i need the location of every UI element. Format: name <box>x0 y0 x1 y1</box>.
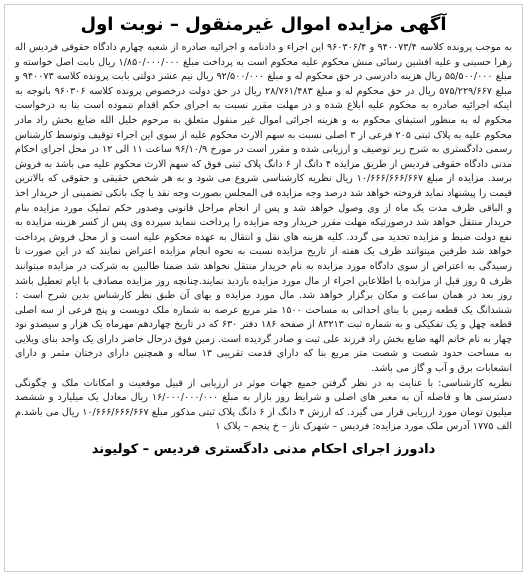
notice-signature: دادورز اجرای احکام مدنی دادگستری فردیس – کولیوند <box>91 442 436 458</box>
notice-body <box>15 41 512 435</box>
auction-notice <box>4 4 523 572</box>
notice-paragraph-appraisal: نظریه کارشناسی: با عنایت به در نظر گرفتن جمیع جهات موثر در ارزیابی از قبیل موقعیت و امکانات ملک و چگونگی دسترسی ها و فاصله آن به معبر های اصلی و شرایط روز بازار به مبلغ ۱۶/۰۰۰/۰۰۰/۰۰۰ ریال معادل یک میلیارد و ششصد میلیون تومان مورد ارزیابی قرار می گیرد. که ارزش ۴ دانگ از ۶ دانگ پلاک ثبتی مذکور مبلغ ۱۰/۶۶۶/۶۶۶/۶۶۷ ریال می باشد.م الف ۱۷۷۵ آدرس ملک مورد مزایده: فردیس – شهرک ناز – خ پنجم – پلاک ۱ <box>15 377 513 433</box>
notice-paragraph-main: به موجب پرونده کلاسه ۹۴۰۰۷۳/۴ و ۹۶۰۳۰۶/۴ این اجراء و دادنامه و اجرائیه صادره از شعبه چهارم دادگاه حقوقی فردیس اله زهرا حسینی و علیه افشین رسائی منش محکوم علیه محکوم است به پرداخت مبلغ ۱/۸۵۰/۰۰۰/۰۰۰ ریال بابت اصل خواسته و مبلغ ۵۵/۵۰۰/۰۰۰ ریال هزینه دادرسی در حق محکوم له و مبلغ ۹۲/۵۰۰/۰۰۰ ریال نیم عشر دولتی بابت پرونده کلاسه ۹۴۰۰۷۳ و مبلغ ۵۷۵/۲۲۹/۶۶۷ ریال در حق محکوم له و مبلغ ۲۸/۷۶۱/۴۸۳ ریال در حق دولت درخصوص پرونده کلاسه ۹۶۰۳۰۶ باتوجه به اینکه اجرائیه صادره به محکوم علیه ابلاغ شده و در مهلت مقرر نسبت به اجرای حکم اقدام ننموده است بنا به درخواست محکوم له به منظور استیفای محکوم به و هزینه اجرائی اموال غیر منقول متعلق به مرحوم خلیل الله ضایع بخش راد مادر محکوم علیه به پلاک ثبتی ۲۰۵ فرعی از ۳ اصلی نسبت به سهم الارث محکوم علیه از سوی این اجراء توقیف وتوسط کارشناس رسمی دادگستری به شرح زیر توصیف و ارزیابی شده و مقرر است در مورخ ۹۶/۱۰/۹ ساعت ۱۱ الی ۱۲ در محل اجرای احکام مدنی دادگاه حقوقی فردیس از طریق مزایده ۴ دانگ از ۶ دانگ پلاک ثبتی فوق که سهم الارث محکوم علیه می باشد به فروش برسد. مزایده از مبلغ ۱۰/۶۶۶/۶۶۶/۶۶۷ ریال نظریه کارشناسی شروع می شود و به هر شخص حقیقی و حقوقی که بالاترین قیمت را پیشنهاد نماید فروخته خواهد شد درصد وجه مزایده فی المجلس بصورت وجه نقد یا چک بانکی تضمینی از خریدار اخذ و الباقی ظرف مدت یک ماه از وی وصول خواهد شد و پس از انجام مراحل قانونی وصدور حکم تملیک مورد مزایده بنام خریدار منتقل خواهد شد درصورتیکه مهلت مقرر خریدار وجه مزایده را پرداخت ننماید سپرده وی پس از کسر هزینه مزایده به نفع دولت ضبط و مزایده تجدید می گردد. کلیه هزینه های نقل و انتقال به عهده محکوم علیه است و از محل فروش پرداخت خواهد شد طرفین میتوانند ظرف یک هفته از تاریخ مزایده نسبت به نحوه انجام مزایده اعتراض نمایند که در این صورت تا رسیدگی به اعتراض از سوی دادگاه مورد مزایده به نام خریدار منتقل نخواهد شد ضمنا طالبین به شرکت در مزایده میتوانند ظرف ۵ روز قبل از مزایده با اطلاعاین اجراء از مال مورد مزایده بازدید نمایند.چنانچه روز مزایده مصادف با ایام تعطیل باشد روز بعد در همان ساعت و مکان برگزار خواهد شد. مال مورد مزایده و بهای آن طبق نظر کارشناس بدین شرح است : ششدانگ یک قطعه زمین با بنای احداثی به مساحت ۱۵۰۰ متر مربع عرصه به شماره ملک دویست و پنج فرعی از سه اصلی قطعه چهل و یک تفکیکی و به شماره ثبت ۸۳۲۱۳ از صفحه ۱۸۶ دفتر ۶۳۰ که در تاریخ چهاردهم مهرماه یک هزار و سیصدو نود چهار به نام خانم الهه ضایع بخش راد فرزند علی ثبت و صادر گردیده است. زمین فوق درحال حاضر دارای یک واحد بنای ویلایی به مساحت حدود شصت و شصت متر مربع بنا که دارای قدمت تقریبی ۱۳ ساله و همچنین دارای درختان مثمر و دارای انشعابات برق و آب و گاز می باشد. <box>15 42 513 375</box>
notice-title: آگهی مزایده اموال غیرمنقول – نوبت اول <box>80 14 447 35</box>
